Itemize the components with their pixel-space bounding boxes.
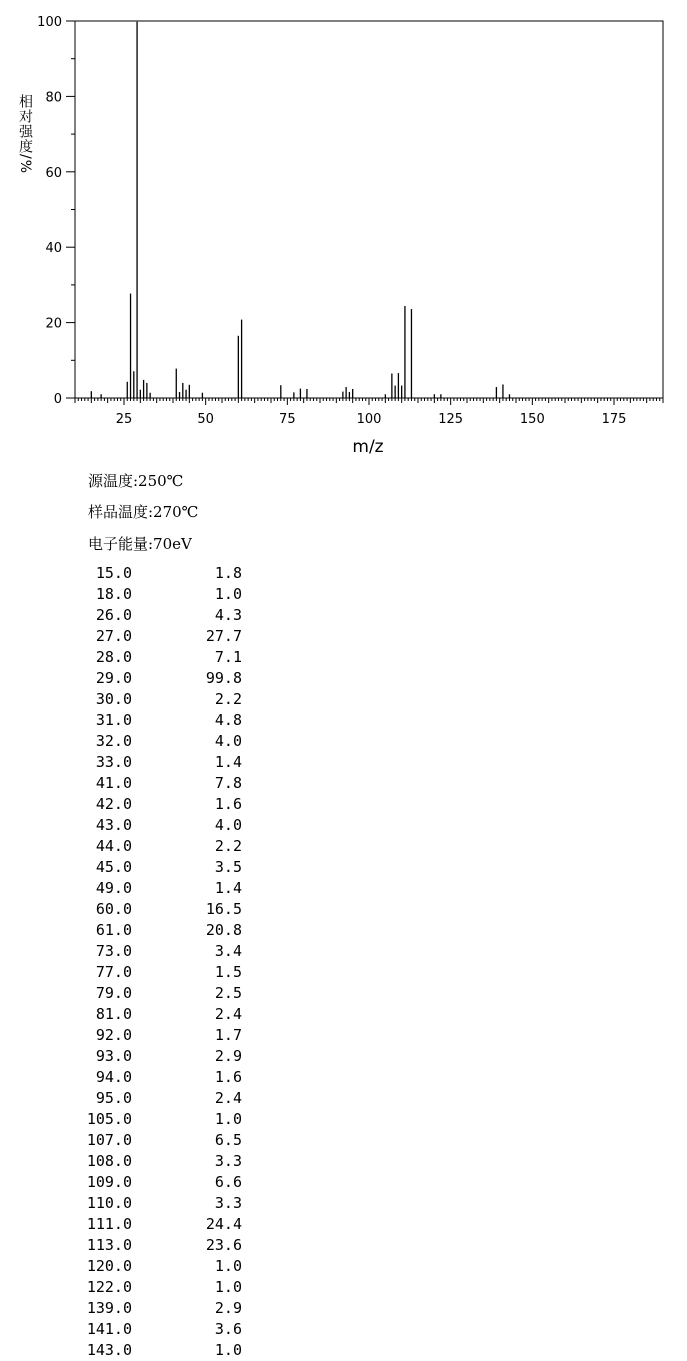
table-row: [78, 563, 278, 584]
peak-intensity: 4.3: [214, 606, 242, 624]
peak-intensity: 6.5: [214, 1131, 242, 1149]
table-row: [78, 962, 278, 983]
table-row: [78, 1277, 278, 1298]
peak-intensity: 27.7: [205, 627, 242, 645]
table-row: [78, 1298, 278, 1319]
peak-mz: 15.0: [95, 564, 132, 582]
mass-spectrum-chart: [0, 0, 687, 460]
peak-intensity: 20.8: [205, 921, 242, 939]
peak-intensity: 4.0: [214, 816, 242, 834]
peak-mz: 42.0: [95, 795, 132, 813]
x-tick-label: 100: [356, 412, 382, 427]
table-row: [78, 1193, 278, 1214]
table-row: [78, 1214, 278, 1235]
peak-mz: 81.0: [95, 1005, 132, 1023]
table-row: [78, 1151, 278, 1172]
table-row: [78, 1067, 278, 1088]
electron-energy: 电子能量:70eV: [88, 535, 192, 553]
peak-intensity: 6.6: [214, 1173, 242, 1191]
y-tick-label: 40: [45, 241, 62, 257]
peak-mz: 49.0: [95, 879, 132, 897]
peak-intensity: 2.4: [214, 1005, 242, 1023]
table-row: [78, 857, 278, 878]
peak-intensity: 1.4: [214, 753, 242, 771]
table-row: [78, 1046, 278, 1067]
peak-mz: 139.0: [86, 1299, 132, 1317]
peak-table: [78, 563, 278, 1361]
peak-intensity: 2.9: [214, 1047, 242, 1065]
table-row: [78, 689, 278, 710]
peak-intensity: 1.6: [214, 795, 242, 813]
table-row: [78, 710, 278, 731]
peak-intensity: 1.0: [214, 1257, 242, 1275]
table-row: [78, 1088, 278, 1109]
peak-intensity: 3.5: [214, 858, 242, 876]
peak-mz: 61.0: [95, 921, 132, 939]
table-row: [78, 920, 278, 941]
sample-temperature: 样品温度:270℃: [88, 503, 199, 521]
table-row: [78, 731, 278, 752]
table-row: [78, 899, 278, 920]
source-temperature: 源温度:250℃: [88, 472, 184, 490]
peak-mz: 110.0: [86, 1194, 132, 1212]
peak-mz: 95.0: [95, 1089, 132, 1107]
peak-mz: 79.0: [95, 984, 132, 1002]
peak-intensity: 2.9: [214, 1299, 242, 1317]
table-row: [78, 668, 278, 689]
peak-mz: 44.0: [95, 837, 132, 855]
table-row: [78, 605, 278, 626]
y-tick-label: 100: [37, 15, 62, 30]
table-row: [78, 1004, 278, 1025]
peak-mz: 113.0: [86, 1236, 132, 1254]
peak-intensity: 4.8: [214, 711, 242, 729]
peak-intensity: 3.6: [214, 1320, 242, 1338]
y-axis: [37, 15, 75, 407]
table-row: [78, 878, 278, 899]
peak-mz: 32.0: [95, 732, 132, 750]
x-tick-label: 50: [197, 412, 214, 427]
peak-intensity: 1.0: [214, 1341, 242, 1359]
peak-intensity: 1.0: [214, 1278, 242, 1296]
peak-intensity: 1.0: [214, 585, 242, 603]
peak-intensity: 1.8: [214, 564, 242, 582]
peak-bars: [91, 22, 509, 398]
peak-intensity: 3.4: [214, 942, 242, 960]
peak-intensity: 2.4: [214, 1089, 242, 1107]
peak-mz: 33.0: [95, 753, 132, 771]
peak-mz: 18.0: [95, 585, 132, 603]
x-tick-label: 125: [438, 412, 464, 427]
peak-intensity: 1.6: [214, 1068, 242, 1086]
x-tick-label: 75: [279, 412, 296, 427]
peak-mz: 92.0: [95, 1026, 132, 1044]
peak-mz: 108.0: [86, 1152, 132, 1170]
peak-mz: 109.0: [86, 1173, 132, 1191]
peak-mz: 26.0: [95, 606, 132, 624]
table-row: [78, 794, 278, 815]
peak-mz: 111.0: [86, 1215, 132, 1233]
peak-mz: 94.0: [95, 1068, 132, 1086]
peak-intensity: 1.0: [214, 1110, 242, 1128]
x-axis: [75, 398, 663, 427]
peak-intensity: 3.3: [214, 1194, 242, 1212]
peak-intensity: 4.0: [214, 732, 242, 750]
peak-intensity: 2.5: [214, 984, 242, 1002]
peak-mz: 60.0: [95, 900, 132, 918]
peak-intensity: 7.1: [214, 648, 242, 666]
plot-border: [75, 21, 663, 398]
table-row: [78, 773, 278, 794]
peak-mz: 141.0: [86, 1320, 132, 1338]
peak-mz: 77.0: [95, 963, 132, 981]
table-row: [78, 1025, 278, 1046]
y-tick-label: 0: [53, 392, 62, 407]
table-row: [78, 1130, 278, 1151]
x-tick-label: 25: [115, 412, 133, 427]
y-tick-label: 60: [45, 165, 62, 181]
peak-mz: 143.0: [86, 1341, 132, 1359]
peak-mz: 120.0: [86, 1257, 132, 1275]
x-axis-label: m/z: [352, 437, 384, 457]
peak-intensity: 2.2: [214, 690, 242, 708]
y-tick-label: 20: [45, 316, 62, 332]
peak-mz: 27.0: [95, 627, 132, 645]
peak-intensity: 24.4: [205, 1215, 242, 1233]
peak-intensity: 23.6: [205, 1236, 242, 1254]
table-row: [78, 1109, 278, 1130]
peak-intensity: 99.8: [205, 669, 242, 687]
table-row: [78, 626, 278, 647]
peak-mz: 93.0: [95, 1047, 132, 1065]
x-tick-label: 175: [601, 412, 627, 427]
table-row: [78, 836, 278, 857]
table-row: [78, 815, 278, 836]
peak-mz: 43.0: [95, 816, 132, 834]
plot-frame: [75, 21, 663, 398]
peak-intensity: 1.5: [214, 963, 242, 981]
peak-mz: 107.0: [86, 1131, 132, 1149]
peak-mz: 122.0: [86, 1278, 132, 1296]
table-row: [78, 752, 278, 773]
table-row: [78, 1319, 278, 1340]
table-row: [78, 1256, 278, 1277]
peak-intensity: 1.4: [214, 879, 242, 897]
peak-mz: 31.0: [95, 711, 132, 729]
peak-mz: 41.0: [95, 774, 132, 792]
peak-mz: 30.0: [95, 690, 132, 708]
table-row: [78, 1235, 278, 1256]
peak-intensity: 2.2: [214, 837, 242, 855]
peak-mz: 29.0: [95, 669, 132, 687]
table-row: [78, 1172, 278, 1193]
peak-mz: 28.0: [95, 648, 132, 666]
peak-intensity: 3.3: [214, 1152, 242, 1170]
table-row: [78, 941, 278, 962]
y-axis-label: 相对强度/%: [17, 93, 33, 175]
table-row: [78, 584, 278, 605]
peak-intensity: 16.5: [205, 900, 242, 918]
peak-mz: 105.0: [86, 1110, 132, 1128]
table-row: [78, 647, 278, 668]
peak-mz: 73.0: [95, 942, 132, 960]
peak-mz: 45.0: [95, 858, 132, 876]
y-tick-label: 80: [45, 90, 62, 106]
peak-intensity: 7.8: [214, 774, 242, 792]
table-row: [78, 983, 278, 1004]
x-tick-label: 150: [519, 412, 545, 427]
peak-intensity: 1.7: [214, 1026, 242, 1044]
